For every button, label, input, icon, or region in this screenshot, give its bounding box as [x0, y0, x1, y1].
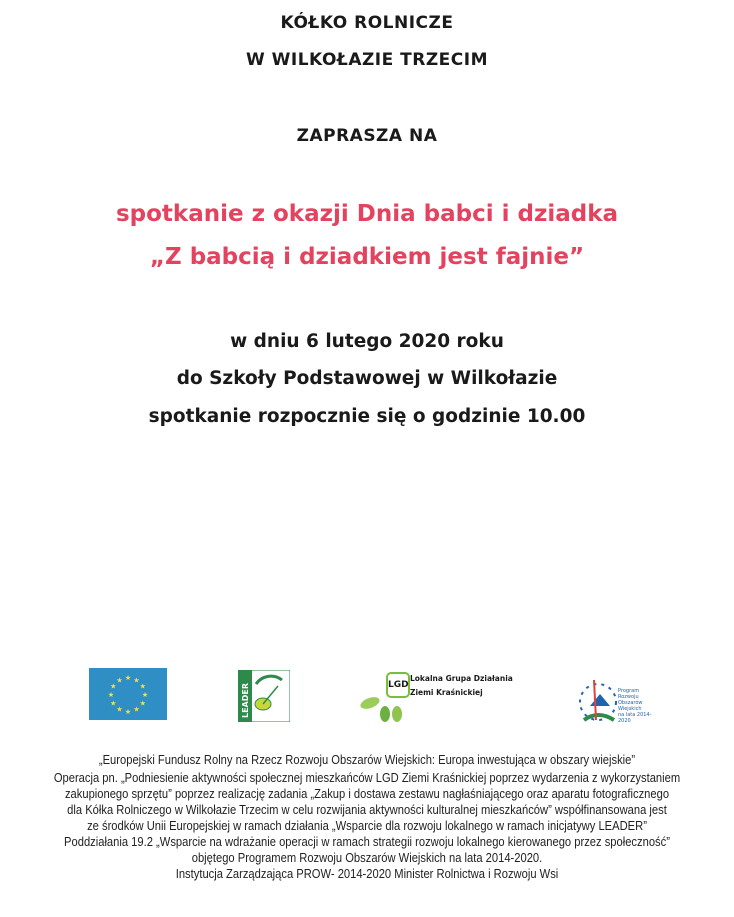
- prow-text: Rozwoju: [618, 694, 639, 700]
- lgd-logo: [360, 672, 530, 726]
- star-icon: ★: [133, 676, 140, 685]
- organizer-location: W WILKOŁAZIE TRZECIM: [245, 50, 489, 70]
- svg-text:LEADER: LEADER: [241, 682, 250, 718]
- event-title: spotkanie z okazji Dnia babci i dziadka: [115, 201, 619, 227]
- lgd-badge: LGD: [386, 672, 410, 698]
- star-icon: ★: [124, 708, 132, 716]
- event-place: do Szkoły Podstawowej w Wilkołazie: [176, 368, 558, 389]
- leaf-icon: [380, 706, 390, 722]
- leaf-icon: [392, 706, 402, 722]
- footer-line: dla Kółka Rolniczego w Wilkołazie Trzecim w celu rozwijania aktywności kulturalnej mieszkańców” współfinansowana jest: [67, 802, 667, 817]
- prow-logo: [572, 676, 662, 728]
- footer-line: objętego Programem Rozwoju Obszarów Wiejskich na lata 2014-2020.: [191, 850, 543, 865]
- star-icon: ★: [116, 705, 123, 714]
- invite-heading: ZAPRASZA NA: [296, 126, 438, 146]
- prow-text: Program: [618, 688, 640, 694]
- footer-line: Poddziałania 19.2 „Wsparcie na wdrażanie operacji w ramach strategii rozwoju lokalnego kierowanego przez społeczność”: [64, 834, 670, 849]
- event-motto: „Z babcią i dziadkiem jest fajnie”: [149, 244, 585, 270]
- footer-line: ze środków Unii Europejskiej w ramach działania „Wsparcie dla rozwoju lokalnego w ramach inicjatywy LEADER”: [87, 818, 647, 833]
- footer-line: „Europejski Fundusz Rolny na Rzecz Rozwoju Obszarów Wiejskich: Europa inwestująca w obszary wiejskie”: [98, 752, 636, 767]
- footer-line: zakupionego sprzętu” poprzez realizację zadania „Zakup i dostawa zestawu nagłaśniającego oraz aparatu fotograficznego: [64, 786, 670, 801]
- star-icon: ★: [141, 691, 149, 699]
- leaf-icon: [359, 695, 381, 711]
- star-icon: ★: [110, 682, 117, 691]
- star-icon: ★: [133, 705, 140, 714]
- star-icon: ★: [107, 691, 115, 699]
- event-date: w dniu 6 lutego 2020 roku: [230, 331, 504, 352]
- prow-text: Wiejskich: [618, 706, 642, 712]
- prow-text: Obszarów: [618, 700, 643, 706]
- leader-logo: [238, 670, 290, 722]
- lgd-name: Lokalna Grupa Działania: [410, 674, 513, 683]
- star-icon: ★: [124, 674, 132, 682]
- star-icon: ★: [110, 699, 117, 708]
- star-icon: ★: [139, 682, 146, 691]
- star-icon: ★: [116, 676, 123, 685]
- eu-flag-logo: [89, 668, 167, 720]
- prow-text: na lata 2014-2020: [618, 712, 652, 724]
- footer-line: Operacja pn. „Podniesienie aktywności społecznej mieszkańców LGD Ziemi Kraśnickiej poprzez wydarzenia z wykorzystaniem: [53, 770, 681, 785]
- footer-line: Instytucja Zarządzająca PROW- 2014-2020 Minister Rolnictwa i Rozwoju Wsi: [175, 866, 559, 881]
- event-time: spotkanie rozpocznie się o godzinie 10.00: [148, 406, 586, 427]
- organizer-name: KÓŁKO ROLNICZE: [280, 13, 454, 33]
- star-icon: ★: [139, 699, 146, 708]
- lgd-region: Ziemi Kraśnickiej: [410, 688, 483, 697]
- prow-emblem-icon: [572, 676, 622, 728]
